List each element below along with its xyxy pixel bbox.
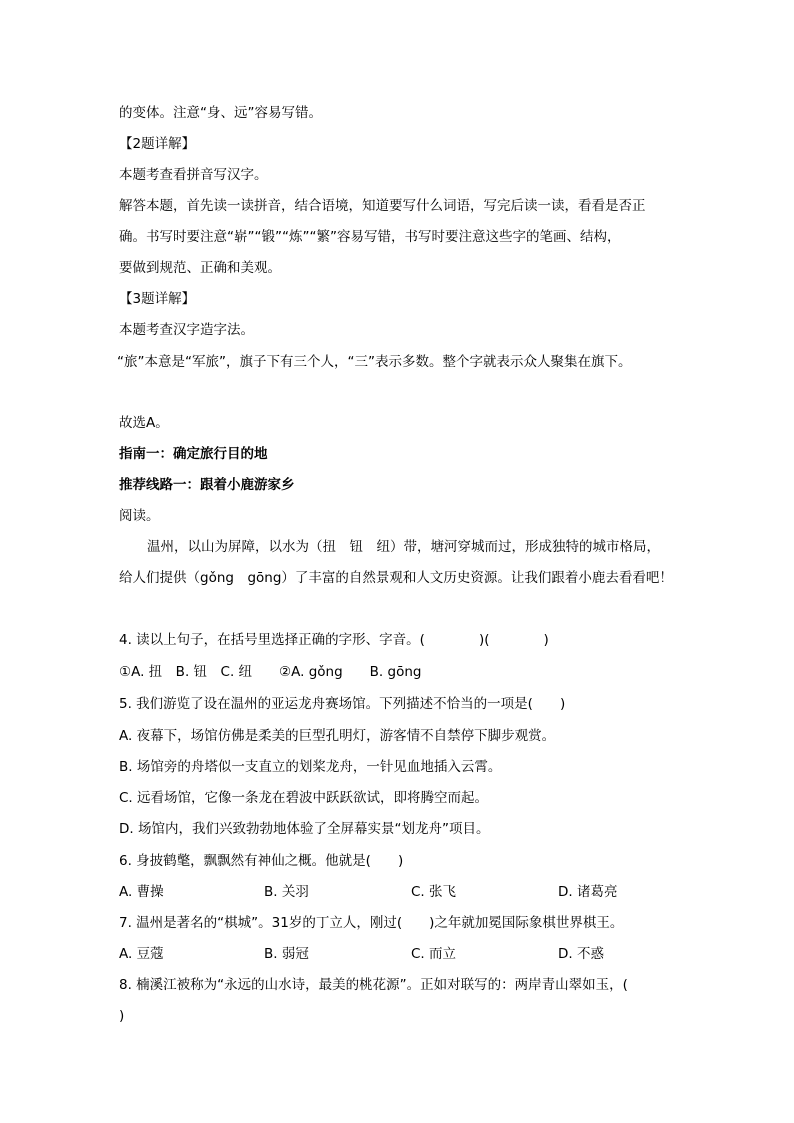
section-heading: 【2题详解】 (119, 136, 196, 152)
question-7: 7. 温州是著名的“棋城”。31岁的丁立人，刚过( )之年就加冕国际象棋世界棋王。 (119, 915, 624, 931)
question-8: 8. 楠溪江被称为“永远的山水诗，最美的桃花源”。正如对联写的：两岸青山翠如玉，( (119, 977, 628, 993)
reading-passage: 给人们提供（gǒng gōng）了丰富的自然景观和人文历史资源。让我们跟着小鹿去看看吧！ (119, 570, 673, 586)
question-6-option: B. 关羽 (264, 884, 309, 900)
question-7-option: A. 豆蔻 (119, 946, 164, 962)
answer-line: 故选A。 (119, 415, 169, 431)
question-6: 6. 身披鹤氅，飘飘然有神仙之概。他就是( ) (119, 853, 404, 869)
question-5-option-d: D. 场馆内，我们兴致勃勃地体验了全屏幕实景“划龙舟”项目。 (119, 821, 490, 837)
section-heading: 【3题详解】 (119, 291, 196, 307)
text-line: 确。书写时要注意“崭”“锻”“炼”“繁”容易写错，书写时要注意这些字的笔画、结构， (119, 229, 621, 245)
question-5: 5. 我们游览了设在温州的亚运龙舟赛场馆。下列描述不恰当的一项是( ) (119, 696, 566, 712)
question-5-option-c: C. 远看场馆，它像一条龙在碧波中跃跃欲试，即将腾空而起。 (119, 790, 489, 806)
question-5-option-b: B. 场馆旁的舟塔似一支直立的划桨龙舟，一针见血地插入云霄。 (119, 759, 502, 775)
text-line: “旅”本意是“军旅”，旗子下有三个人，“三”表示多数。整个字就表示众人聚集在旗下。 (117, 354, 632, 370)
question-7-option: C. 而立 (411, 946, 457, 962)
text-line: 的变体。注意“身、远”容易写错。 (119, 105, 322, 121)
question-8-continued: ) (119, 1008, 125, 1024)
question-6-option: D. 诸葛亮 (558, 884, 618, 900)
question-7-option: B. 弱冠 (264, 946, 309, 962)
question-6-option: A. 曹操 (119, 884, 164, 900)
text-line: 解答本题，首先读一读拼音，结合语境，知道要写什么词语，写完后读一读，看看是否正 (119, 198, 646, 214)
guide-heading: 指南一：确定旅行目的地 (119, 446, 268, 462)
question-6-option: C. 张飞 (411, 884, 457, 900)
question-4: 4. 读以上句子，在括号里选择正确的字形、字音。( )( ) (119, 632, 549, 648)
route-heading: 推荐线路一：跟着小鹿游家乡 (119, 477, 295, 493)
reading-passage: 温州，以山为屏障，以水为（扭 钮 纽）带，塘河穿城而过，形成独特的城市格局， (147, 539, 660, 555)
question-5-option-a: A. 夜幕下，场馆仿佛是柔美的巨型孔明灯，游客情不自禁停下脚步观赏。 (119, 728, 556, 744)
text-line: 阅读。 (119, 508, 160, 524)
text-line: 本题考查看拼音写汉字。 (119, 167, 268, 183)
text-line: 要做到规范、正确和美观。 (119, 260, 281, 276)
question-7-option: D. 不惑 (558, 946, 604, 962)
question-4-options: ①A. 扭 B. 钮 C. 纽 ②A. gǒng B. gōng (119, 664, 422, 680)
text-line: 本题考查汉字造字法。 (119, 322, 254, 338)
